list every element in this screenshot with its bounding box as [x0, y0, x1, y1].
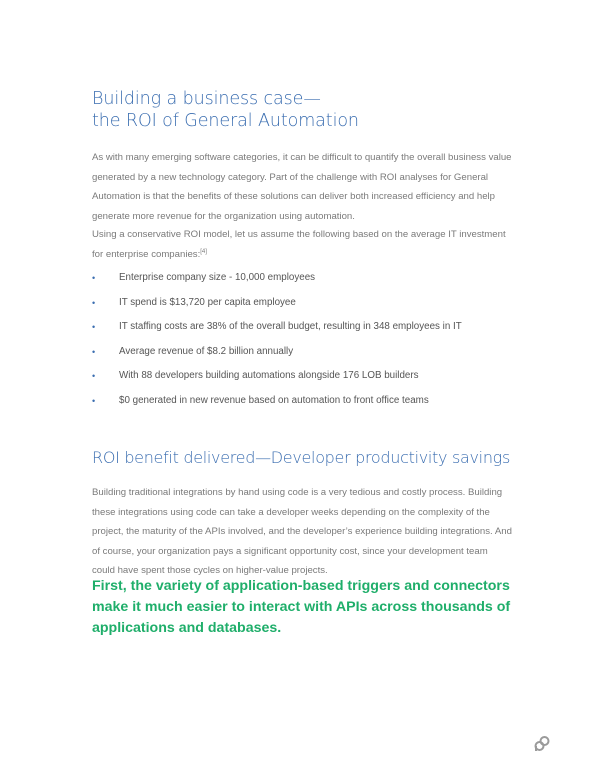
bullet-icon: • — [92, 322, 96, 332]
list-item — [92, 368, 532, 393]
callout-text: First, the variety of application-based triggers and connectors make it much easier to interact with APIs across thousands of applications and databases. — [92, 578, 511, 636]
section-title-line-2: the ROI of General Automation — [92, 111, 359, 131]
section-title — [92, 88, 532, 132]
productivity-paragraph: Building traditional integrations by hand using code is a very tedious and costly process. Building these integrations using code can take a developer weeks depending on the complexity of the project, the maturity of the APIs involved, and the developer’s experience building integrations. And of course, your organization pays a significant opportunity cost, since your development team could have spent those cycles on higher-value projects. — [92, 487, 512, 577]
intro-paragraph: As with many emerging software categories, it can be difficult to quantify the overall business value generated by a new technology category. Part of the challenge with ROI analyses for General Automation is that the benefits of these solutions can deliver both increased efficiency and help generate more revenue for the organization using automation. — [92, 152, 512, 222]
list-item-text: IT staffing costs are 38% of the overall budget, resulting in 348 employees in IT — [119, 321, 462, 332]
bullet-icon: • — [92, 346, 96, 357]
list-item — [92, 393, 532, 418]
bullet-icon: • — [92, 297, 96, 308]
list-item-text: IT spend is $13,720 per capita employee — [119, 296, 296, 308]
model-text: Using a conservative ROI model, let us assume the following based on the average IT investment for enterprise companies: — [92, 229, 506, 260]
model-paragraph — [92, 225, 512, 264]
assumption-list — [92, 270, 532, 417]
section-title-line-1: Building a business case— — [92, 89, 321, 109]
subsection-title: ROI benefit delivered—Developer productivity savings — [92, 448, 511, 467]
list-item — [92, 295, 532, 320]
footnote-reference[interactable]: [4] — [200, 248, 207, 255]
list-item — [92, 319, 532, 344]
list-item — [92, 270, 532, 295]
list-item-text: With 88 developers building automations alongside 176 LOB builders — [119, 370, 419, 381]
bullet-icon: • — [92, 273, 96, 283]
list-item-text: $0 generated in new revenue based on automation to front office teams — [119, 394, 429, 406]
list-item-text: Enterprise company size - 10,000 employees — [119, 272, 316, 283]
list-item-text: Average revenue of $8.2 billion annually — [119, 345, 294, 357]
list-item — [92, 344, 532, 369]
bullet-icon: • — [92, 395, 96, 406]
brand-logo-icon — [533, 735, 551, 753]
bullet-icon: • — [92, 371, 96, 381]
